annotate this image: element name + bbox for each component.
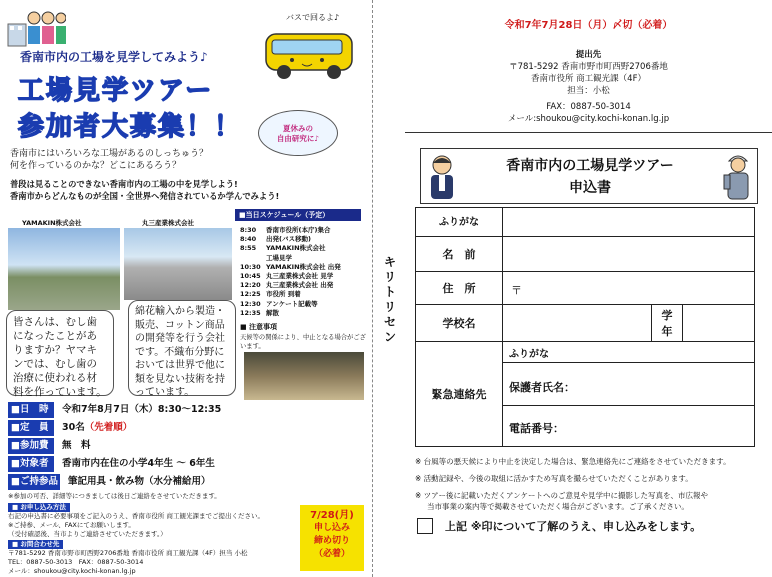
result-notice: ※参加の可否、詳細等につきましては後日ご連絡をさせていただきます。 <box>8 492 221 500</box>
contact-mail: メール：shoukou@city.kochi-konan.lg.jp <box>8 567 136 575</box>
submit-staff: 担当：小松 <box>567 86 610 96</box>
name-input[interactable] <box>502 236 755 272</box>
title-line2: 参加者大募集！！ <box>18 112 243 142</box>
deadline-badge: 7/28(月) 申し込み 締め切り （必着） <box>300 505 364 571</box>
guardian-name-input[interactable]: 保護者氏名： <box>502 362 755 406</box>
marusan-factory-photo <box>124 228 232 300</box>
note-publish-2: 当市事業の案内等で掲載させていただく場合がございます。ご了承ください。 <box>427 502 689 511</box>
question-2: 何を作っているのかな？どこにあるろう？ <box>10 161 182 171</box>
contact-heading: ■ お問合わせ先 <box>8 540 63 549</box>
label-name: 名 前 <box>415 236 503 272</box>
info-fee: ■参加費 無 料 <box>8 438 296 454</box>
apply-text-1: 右記の申込書に必要事項をご記入のうえ、香南市役所 商工観光課までご提出ください。 <box>8 512 264 520</box>
submit-address-1: 〒781-5292 香南市野市町西野2706番地 <box>509 62 668 72</box>
school-input[interactable] <box>502 304 652 342</box>
note-weather: ※ 台風等の悪天候により中止を決定した場合は、緊急連絡先にご連絡をさせていただきます。 <box>415 457 731 466</box>
form-title-2: 申込書 <box>569 180 611 196</box>
bus-icon <box>262 28 358 82</box>
form-title-box <box>420 148 758 204</box>
form-title-1: 香南市内の工場見学ツアー <box>506 158 674 174</box>
question-1: 香南市にはいろいろな工場があるのしっちゅう？ <box>10 149 209 159</box>
schedule-row: 10:45 丸三産業株式会社 見学 <box>240 272 334 281</box>
label-emergency: 緊急連絡先 <box>415 341 503 447</box>
schedule-row: 12:30 アンケート記載等 <box>240 299 318 308</box>
cut-line <box>372 0 405 577</box>
address-input[interactable]: 〒 <box>502 271 755 305</box>
schedule-row: 10:30 YAMAKIN株式会社 出発 <box>240 262 341 271</box>
schedule-row: 12:35 解散 <box>240 308 279 317</box>
contact-phone: TEL：0887-50-3013 FAX：0887-50-3014 <box>8 558 144 566</box>
agree-row <box>417 518 701 534</box>
submit-heading: 提出先 <box>575 50 602 60</box>
classroom-photo <box>244 352 364 400</box>
form-table <box>415 207 755 447</box>
phone-input[interactable]: 電話番号： <box>502 405 755 447</box>
schedule-row: 工場見学 <box>266 253 292 262</box>
info-target: ■対象者 香南市内在住の小学4年生 ～ 6年生 <box>8 456 296 472</box>
yamakin-factory-photo <box>8 228 120 310</box>
divider <box>405 132 772 133</box>
badge-line1: 夏休みの <box>283 124 313 133</box>
yamakin-description: 皆さんは、むし歯になったことがありますか？ヤマキンでは、むし歯の治療に使われる材料を作っています。 <box>6 310 114 396</box>
schedule-row: 8:40 出発(バス移動) <box>240 235 311 244</box>
marusan-description: 綿花輸入から製造・販売、コットン商品の開発等を行う会社です。不織布分野においては世界で他に類を見ない技術を持っています。 <box>128 300 236 396</box>
emergency-furigana-input[interactable]: ふりがな <box>502 341 755 363</box>
submit-fax: FAX：0887-50-3014 <box>546 102 631 112</box>
grade-input[interactable] <box>682 304 755 342</box>
form-deadline: 令和7年7月28日（月）〆切（必着） <box>504 20 673 31</box>
flyer-subtitle: 香南市内の工場を見学してみよう♪ <box>20 50 208 64</box>
agree-checkbox[interactable] <box>417 518 433 534</box>
info-bring: ■ご持参品 筆記用具・飲み物（水分補給用） <box>8 474 296 490</box>
company2-caption: 丸三産業株式会社 <box>142 219 194 227</box>
application-form <box>405 0 772 577</box>
schedule-row: 8:55 YAMAKIN株式会社 <box>240 244 326 253</box>
furigana-input[interactable] <box>502 207 755 237</box>
schedule-heading: ■当日スケジュール（予定） <box>235 209 361 221</box>
intro-paragraph-1: 普段は見ることのできない香南市内の工場の中を見学しよう! <box>10 179 238 189</box>
intro-paragraph-2: 香南市からどんなものが全国・全世界へ発信されているか学んでみよう! <box>10 191 280 201</box>
caution-heading: ■ 注意事項 <box>240 323 278 331</box>
badge-line2: 自由研究に♪ <box>276 134 320 143</box>
note-publish-1: ※ ツアー後に記載いただくアンケートへのご意見や見学中に撮影した写真を、市広報や <box>415 491 708 500</box>
contact-address: 〒781-5292 香南市野市町西野2706番地 香南市役所 商工観光課（4F）担当 小松 <box>8 549 248 557</box>
title-line1: 工場見学ツアー <box>18 76 214 106</box>
caution-text: 天候等の関係により、中止となる場合がございます。 <box>240 334 366 350</box>
children-illustration <box>6 6 66 48</box>
note-photo: ※ 活動記録や、今後の取組に活かすため写真を撮らせていただくことがあります。 <box>415 474 693 483</box>
label-address: 住 所 <box>415 271 503 305</box>
label-school: 学校名 <box>415 304 503 342</box>
free-research-badge <box>258 110 338 156</box>
info-capacity: ■定 員 30名（先着順） <box>8 420 296 436</box>
label-grade: 学 年 <box>651 304 683 342</box>
submit-address-2: 香南市役所 商工観光課（4F） <box>530 74 646 84</box>
schedule-row: 12:25 市役所 到着 <box>240 290 301 299</box>
schedule-list <box>240 226 341 318</box>
apply-text-2: ※ご持参、メール、FAXにてお願いします。 <box>8 521 135 529</box>
schedule-row: 8:30 香南市役所(本庁)集合 <box>240 226 331 234</box>
schedule-row: 12:20 丸三産業株式会社 出発 <box>240 281 334 290</box>
agree-text: 上記 ※印について了解のうえ、申し込みをします。 <box>445 520 702 533</box>
info-date: ■日 時 令和7年8月7日（木）8:30～12:35 <box>8 402 296 418</box>
company1-caption: YAMAKIN株式会社 <box>22 219 82 227</box>
flyer <box>0 0 372 577</box>
apply-text-3: （受付確認後、当市よりご連絡させていただきます。） <box>8 530 167 538</box>
apply-heading: ■ お申し込み方法 <box>8 503 70 512</box>
label-furigana: ふりがな <box>415 207 503 237</box>
bus-note: バスで回るよ♪ <box>286 13 340 22</box>
cut-label: キリトリセン <box>383 255 396 344</box>
submit-mail: メール:shoukou@city.kochi-konan.lg.jp <box>507 114 670 124</box>
